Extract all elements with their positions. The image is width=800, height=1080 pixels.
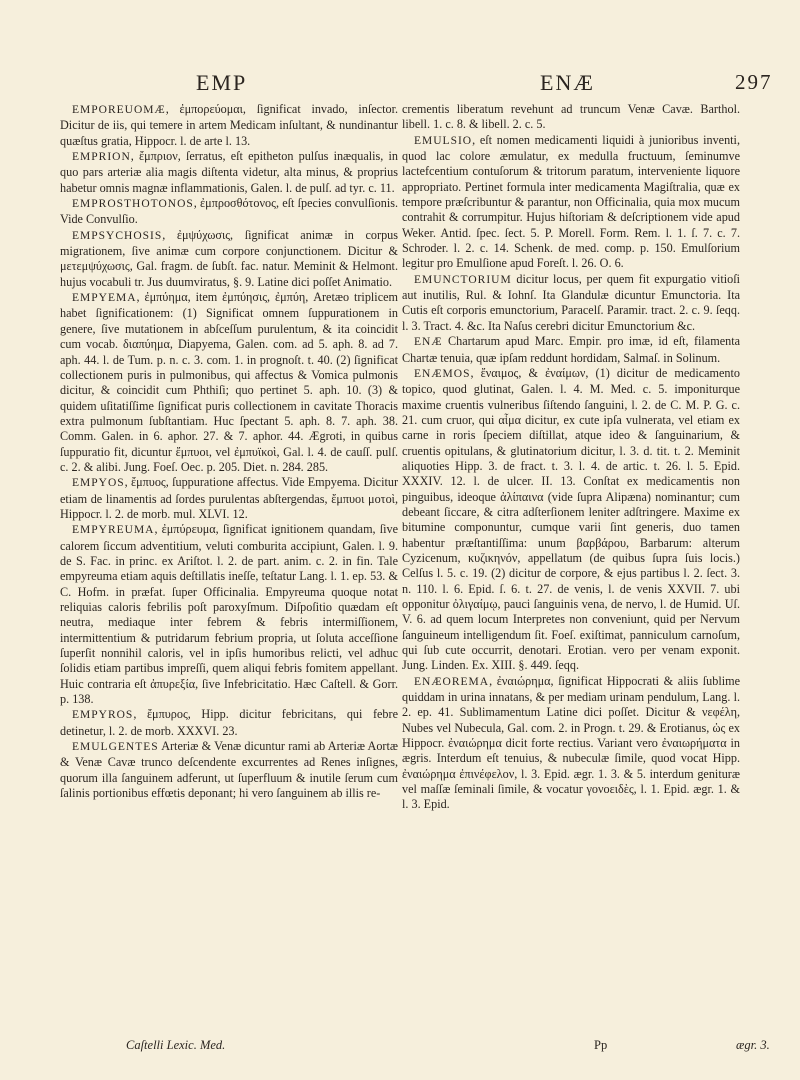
entry-text: , ἐμπορεύομαι, ſignificat invado, inſector. Dicitur de iis, qui temere in artem Medicam inſultant, & nundinantur quæſtus gratia, Hippocr. l. de arte l. 13. xyxy=(60,102,398,148)
entry-headword: EMPYREUMA xyxy=(72,524,155,537)
entry-headword: EMUNCTORIUM xyxy=(414,273,512,286)
entry-headword: ENÆMOS xyxy=(414,367,471,380)
entry-text: , ἐναιώρημα, ſignificat Hippocrati & aliis ſublime quiddam in urina innatans, & per mediam urinam pendulum, Lang. l. 2. ep. 41. Sublimamentum Latine dici poſſet. Dicitur & νεφέλη, Nubes vel Nubecula, Gal. com. 2. in Progn. t. 29. & Erotianus, ὡς ex Hippocr. ἐναιώρημα dicit forte rectius. Variant vero ἐναιωρήματα in ægris. Interdum eſt tenuius, & nubeculæ ſimile, quod vocat Hipp. ἐναιώρημα ἐπινέφελον, l. 3. Epid. ægr. 1. 3. & 5. interdum genituræ vel maſſæ ſeminali ſimile, & vocatur γονοειδὲς, l. 1. Epid. ægr. 1. & l. 3. Epid. xyxy=(402,673,740,812)
entry-headword: ENÆOREMA xyxy=(414,675,490,688)
right-column xyxy=(402,102,740,813)
running-header xyxy=(0,70,800,100)
dictionary-entry xyxy=(402,334,740,366)
entry-headword: EMULSIO xyxy=(414,134,473,147)
entry-text: , ἔναιμος, & ἐναίμων, (1) dicitur de medicamento topico, quod glutinat, Galen. l. 4. M. Med. c. 5. imponiturque maxime cruentis vulneribus ſiſtendo ſanguini, l. 2. de C. M. P. G. c. 21. cum cruor, qui αἷμα dicitur, ex cute ipſa vulnerata, vel etiam ex carne in roris ſpeciem diſtillat, atque ideo & ſanguinarium, & cruentis opitulans, & glutinatorium dicitur, l. 3. d. tit. t. 2. Meminit aliquoties Hipp. 3. de fract. t. 3. l. 4. de artic. t. 26. l. 5. Epid. XXXIV. 12. l. de ulcer. II. 13. Conſtat ex medicamentis non pinguibus, ideoque ἀλίπαινα (vide ſupra Alipæna) nominantur; cum debeant ſiccare, & citra adſterſionem leniter adſtringere. Maxime ex bitumine componuntur, cumque varii ſint generis, duo tamen habentur præſtantiſſima: unum βαρβάρου, Barbarum: alterum Cyzicenum, κυζικηνόν, appellatum (de quibus ſupra ſuis locis.) Celſus l. 5. c. 19. (2) dicitur de corpore, & ejus partibus l. 2. ſect. 3. n. 110. l. 6. Epid. ſ. 6. t. 27. de venis, l. de venis XXVII. 7. ubi opponitur ὀλιγαίμῳ, pauci ſanguinis vena, de nervo, l. de Humid. Uſ. V. 6. ad quem locum Interpretes non conveniunt, quid per Nervum ſanguineum intelligendum ſit. Foeſ. exiſtimat, panniculum carnoſum, qui ſub cute occurrit, denotari. Erotian. vero per venam exponit. Jung. Linden. Ex. XIII. §. 449. ſeqq. xyxy=(402,365,740,673)
dictionary-entry xyxy=(60,102,398,149)
dictionary-entry xyxy=(60,739,398,801)
dictionary-entry xyxy=(60,228,398,290)
entry-headword: EMPYOS xyxy=(72,477,125,490)
dictionary-entry xyxy=(60,196,398,228)
page-number: 297 xyxy=(735,70,773,94)
footer-running-title: Caſtelli Lexic. Med. xyxy=(126,1038,226,1052)
signature-mark: Pp xyxy=(594,1038,608,1052)
dictionary-entry xyxy=(60,149,398,196)
entry-headword: EMPYROS xyxy=(72,709,134,722)
entry-text: , ἔμπυος, ſuppuratione affectus. Vide Empyema. Dicitur etiam de linamentis ad ſordes purulentas abſtergendas, ἔμπυοι μοτοὶ, Hippocr. l. 2. de morb. mul. XLVI. 12. xyxy=(60,475,398,521)
dictionary-entry xyxy=(402,674,740,813)
entry-headword: EMULGENTES xyxy=(72,741,159,754)
header-middle: ENÆ xyxy=(540,70,595,95)
entry-text: , ἐμπύρευμα, ſignificat ignitionem quandam, ſive calorem ſiccum adventitium, veluti comburita accipiunt, Galen. l. 9. de S. Fac. in princ. ex Ariſtot. l. 2. de part. anim. c. 2. in fin. Tale empyreuma etiam aquis deſtillatis ineſſe, teſtatur Lang. l. 1. ep. 53. & C. Hofm. in præfat. ſuper Officinalia. Empyreuma quoque notat reliquias caloris febrilis poſt paroxyſmum. Diſpoſitio quædam eſt neutra, mediaque inter febrem & febris intermiſſionem, intermittentium & putridarum febrium propria, ut ſoluta acceſſione ſuperſit nonnihil caloris, vel in ipſis humoribus relicti, vel adhuc ſolidis etiam partibus impreſſi, quem aliqui febris fomitem appellant. Huic contraria eſt ἀπυρεξία, ſive Infebricitatio. Hæc Caſtell. & Gorr. p. 138. xyxy=(60,522,398,707)
dictionary-entry xyxy=(60,707,398,739)
entry-text: , ἐμπροσθότονος, eſt ſpecies convulſionis. Vide Convulſio. xyxy=(60,196,398,227)
dictionary-entry xyxy=(402,366,740,674)
entry-text: , ἔμπυρος, Hipp. dicitur febricitans, qui febre detinetur, l. 2. de morb. XXXVI. 23. xyxy=(60,707,398,738)
dictionary-entry xyxy=(402,102,740,133)
entry-text: , eſt nomen medicamenti liquidi à junioribus inventi, quod lac colore æmulatur, ex medulla fructuum, ſeminumve lactefcentium contuſorum & tritorum paratum, interveniente liquore appropriato. Pertinet formula inter medicamenta Magiſtralia, quæ ex tempore præſcribuntur & parantur, non Officinalia, quia mox mucum contrahit & corrumpitur. Hujus hiſtoriam & deſcriptionem vide apud Weker. Antid. ſpec. ſect. 5. P. Morell. Form. Rem. l. 1. ſ. 7. c. 7. Schroder. l. 2. c. 14. Schenk. de med. comp. p. 150. Emulſorium legitur pro Emulſione apud Foreſt. l. 26. O. 6. xyxy=(402,132,740,271)
entry-headword: EMPSYCHOSIS xyxy=(72,229,163,242)
entry-headword: EMPROSTHOTONOS xyxy=(72,198,194,211)
entry-headword: EMPOREUOMÆ xyxy=(72,104,166,116)
entry-text: crementis liberatum revehunt ad truncum Venæ Cavæ. Barthol. libell. 1. c. 8. & libell. 2. c. 5. xyxy=(402,102,740,132)
dictionary-entry xyxy=(60,522,398,707)
dictionary-entry xyxy=(60,290,398,475)
entry-text: Chartarum apud Marc. Empir. pro imæ, id eſt, filamenta Chartæ tenuia, quæ ipſam reddunt hordidam, Salmaſ. in Solinum. xyxy=(402,334,740,365)
entry-text: Arteriæ & Venæ dicuntur rami ab Arteriæ Aortæ & Venæ Cavæ trunco deſcendente excurrentes ad Renes inſignes, quorum illa ſanguinem adferunt, ut ſuperfluum & inutile ſerum cum ſalinis portionibus effœtis deponant; hi vero ſanguinem ab illis re- xyxy=(60,739,398,801)
catchword: ægr. 3. xyxy=(736,1038,770,1052)
dictionary-entry xyxy=(402,133,740,272)
dictionary-entry xyxy=(60,475,398,522)
entry-text: dicitur locus, per quem fit expurgatio vitioſi aut inutilis, Rul. & Iohnſ. Ita Glandulæ dicuntur Emunctoria. Ita Cutis eſt corporis emunctorium, Paracelſ. Paramir. tract. 2. c. 9. ſeqq. l. 3. Tract. 4. &c. Ita Naſus cerebri dicitur Emunctorium &c. xyxy=(402,271,740,333)
left-column xyxy=(60,102,398,801)
entry-headword: EMPRION xyxy=(72,151,131,164)
header-left: EMP xyxy=(196,70,248,95)
entry-text: , ἐμπύημα, item ἐμπύησις, ἐμπύη, Aretæo triplicem habet ſignificationem: (1) Significat omnem ſuppurationem in genere, ſive mutationem in abſceſſum purulentum, & ita coincidit cum vocab. διαπύημα, Diapyema, Galen. com. ad 5. aph. 8. ad 7. aph. 44. l. de Tum. p. n. c. 3. com. 1. in prognoſt. t. 40. (2) ſignificat collectionem puris in pulmonibus, qui affectus & Vomica pulmonis dicitur, & coincidit cum Phthiſi; quo pertinet 5. aph. 10. (3) & quidem uſitatiſſime ſignificat puris collectionem in cavitate Thoracis extra pulmonum ſubſtantiam. Huc ſpectant 5. aph. 8. 7. aph. 38. Comm. Galen. in 6. aphor. 27. & 7. aphor. 44. Ægroti, in quibus ſuppuratio fit, dicuntur ἔμπυοι, vel ἐμπυϊκοὶ, Gal. l. 4. de cauſſ. pulſ. c. 2. & alibi. Jung. Foeſ. Oec. p. 205. Diet. n. 284. 285. xyxy=(60,290,398,474)
entry-headword: ENÆ xyxy=(414,336,443,349)
entry-headword: EMPYEMA xyxy=(72,292,137,305)
entry-text: , ἔμπριον, ſerratus, eſt epitheton pulſus inæqualis, in quo pars arteriæ alia magis diſtenta videtur, alta minus, & proprius habetur omnis magnæ inflammationis, Galen. l. de pulſ. ad tyr. c. 11. xyxy=(60,149,398,195)
entry-text: , ἐμψύχωσις, ſignificat animæ in corpus migrationem, ſive animæ cum corpore conjunctionem. Dicitur & μετεμψύχωσις, Gal. fragm. de ſubſt. fac. natur. Meminit & Helmont. hujus vocabuli tr. Jus duumviratus, §. 9. Latine dici poſſet Animatio. xyxy=(60,227,398,289)
dictionary-entry xyxy=(402,272,740,334)
